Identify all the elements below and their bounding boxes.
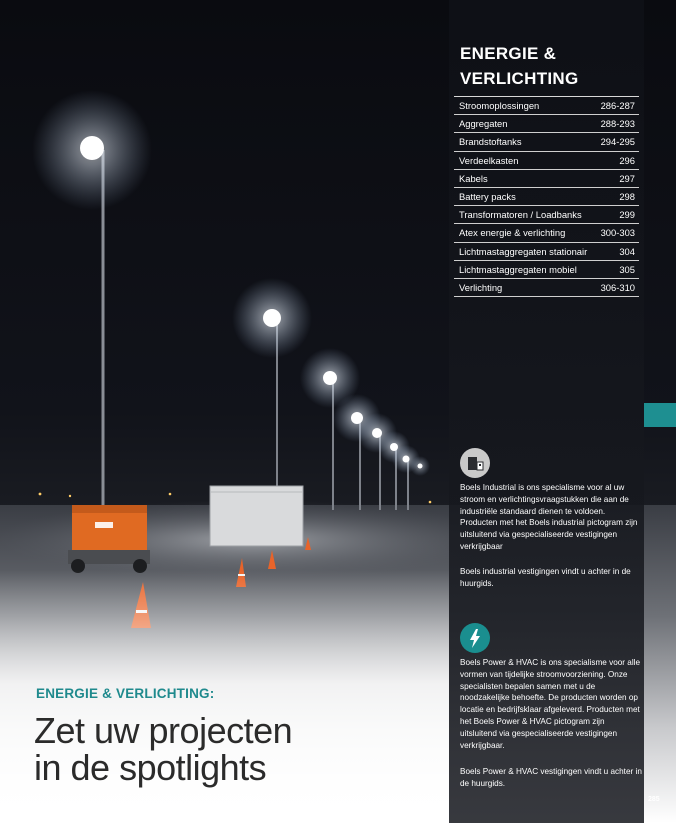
power-description: Boels Power & HVAC is ons specialisme voor alle vormen van tijdelijke stroomvoorziening. Onze specialisten bepalen samen met u de noodzakelijke behoefte. De producten worden op locatie en bedrijfsklaar afgeleverd. Producten met het Boels Power & HVAC pictogram zijn uitsluitend via gespecialiseerde vestigingen verkrijgbaar. [460,658,641,750]
toc-item-lichtmast-mobiel[interactable] [454,261,639,279]
power-locations-note: Boels Power & HVAC vestigingen vindt u achter in de huurgids. [460,767,642,788]
toc-label: Transformatoren / Loadbanks [459,209,582,221]
chapter-tab-marker [644,403,676,427]
toc-item-transformatoren[interactable] [454,206,639,224]
toc-label: Battery packs [459,191,516,203]
toc-pages: 300-303 [600,227,635,239]
headline-line2: in de spotlights [34,747,267,788]
toc-pages: 286-287 [600,100,635,112]
toc-label: Kabels [459,172,488,184]
toc-pages: 288-293 [600,118,635,130]
industrial-description: Boels Industrial is ons specialisme voor al uw stroom en verlichtingsvraagstukken die aan de industriële standaard dienen te voldoen. Producten met het Boels industrial pictogram zijn uitsluitend via gespecialiseerde vestigingen verkrijgbaar [460,483,638,551]
toc-item-stroomoplossingen[interactable] [454,97,639,115]
toc-label: Lichtmastaggregaten stationair [459,245,588,257]
toc-item-lichtmast-stationair[interactable] [454,243,639,261]
lightning-bolt-icon [460,623,490,653]
toc-item-verdeelkasten[interactable] [454,152,639,170]
toc-item-battery-packs[interactable] [454,188,639,206]
page-number: 285 [648,796,660,803]
toc-item-atex[interactable] [454,224,639,242]
toc-item-kabels[interactable] [454,170,639,188]
toc-pages: 294-295 [600,136,635,148]
table-of-contents [454,96,639,297]
chapter-title-line1: ENERGIE & [460,44,557,63]
toc-pages: 299 [619,209,635,221]
toc-label: Atex energie & verlichting [459,227,566,239]
chapter-title-line2: VERLICHTING [460,69,579,88]
page-headline [34,712,394,786]
industrial-building-icon [460,448,490,478]
toc-pages: 304 [619,245,635,257]
toc-item-verlichting[interactable] [454,279,639,297]
toc-pages: 298 [619,191,635,203]
toc-label: Stroomoplossingen [459,100,540,112]
headline-line1: Zet uw projecten [34,710,293,751]
toc-pages: 297 [619,172,635,184]
toc-item-aggregaten[interactable] [454,115,639,133]
toc-pages: 296 [619,154,635,166]
industrial-locations-note: Boels industrial vestigingen vindt u achter in de huurgids. [460,567,631,588]
toc-label: Verdeelkasten [459,154,519,166]
toc-item-brandstoftanks[interactable] [454,133,639,151]
chapter-title [460,41,640,91]
toc-pages: 306-310 [600,281,635,293]
section-label: ENERGIE & VERLICHTING: [36,686,215,701]
toc-label: Brandstoftanks [459,136,522,148]
toc-label: Verlichting [459,281,503,293]
toc-label: Lichtmastaggregaten mobiel [459,263,577,275]
toc-label: Aggregaten [459,118,508,130]
toc-pages: 305 [619,263,635,275]
